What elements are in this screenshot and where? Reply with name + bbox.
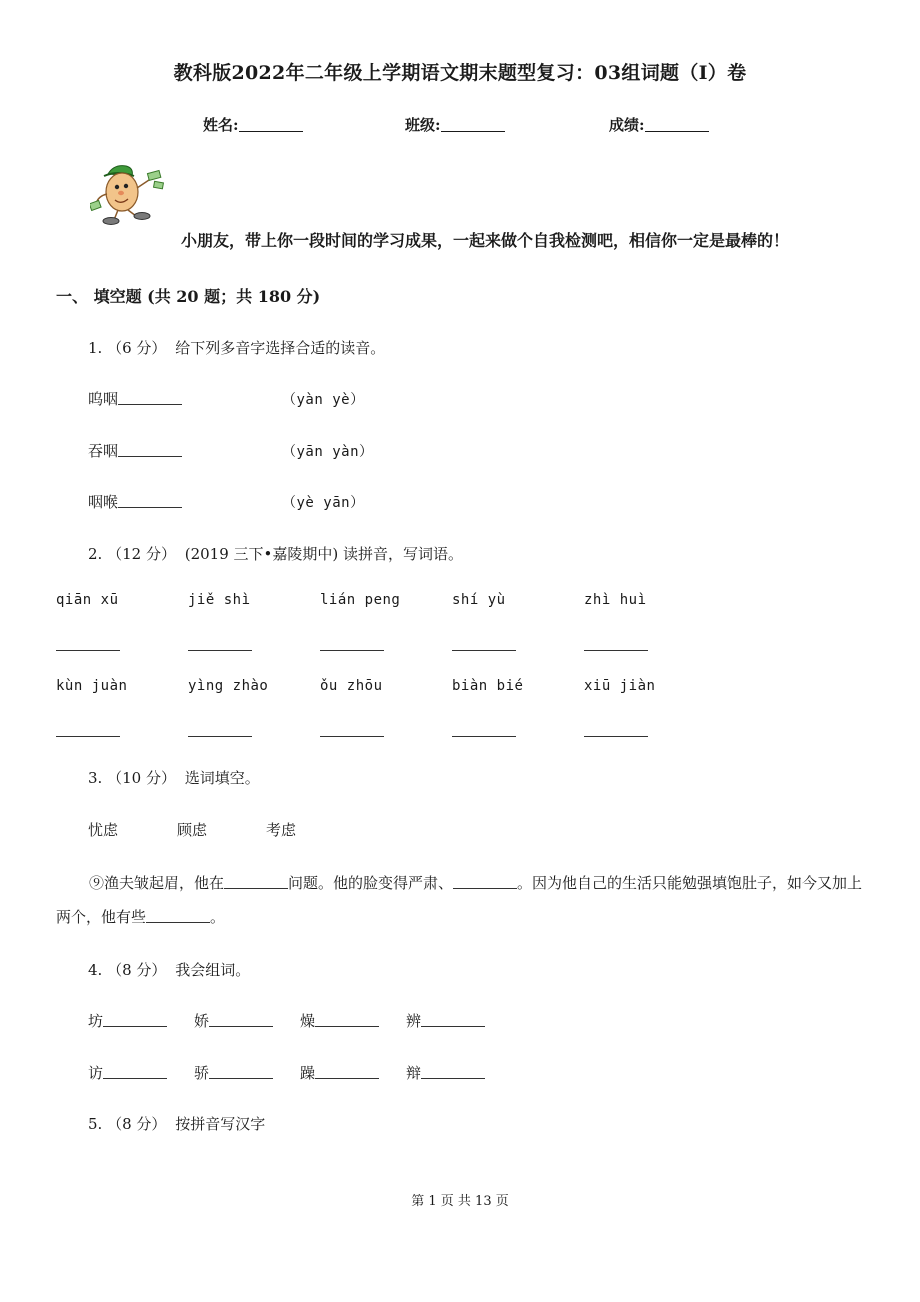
q3-text: ⑨渔夫皱起眉，他在	[89, 874, 225, 892]
q3-text: 。因为他自己的生活只能勉强填饱肚子，如今又加上两个，他有些	[56, 874, 863, 926]
q2-pinyin: yìng zhào	[188, 678, 269, 694]
q4-item	[300, 1010, 379, 1031]
q3-prompt: 选词填空。	[184, 769, 260, 787]
q4-answer-blank[interactable]	[209, 1066, 273, 1079]
encouragement-text: 小朋友，带上你一段时间的学习成果，一起来做个自我检测吧，相信你一定是最棒的！	[181, 231, 790, 250]
name-field	[203, 114, 303, 135]
q4-answer-blank[interactable]	[103, 1066, 167, 1079]
q4-number: 4.	[88, 961, 103, 979]
q4-char: 娇	[194, 1012, 210, 1030]
q4-answer-blank[interactable]	[315, 1014, 379, 1027]
q2-answer-blank[interactable]	[452, 650, 516, 651]
q3-text: 。	[210, 908, 226, 926]
class-field	[405, 114, 505, 135]
q2-pinyin: lián peng	[320, 592, 401, 608]
q3-score: （10 分）	[107, 769, 176, 787]
q1-answer-blank[interactable]	[118, 495, 182, 508]
q4-char: 辨	[406, 1012, 422, 1030]
q3-choice: 顾虑	[177, 821, 208, 839]
q4-char: 访	[88, 1064, 104, 1082]
q3-text: 问题。他的脸变得严肃、	[288, 874, 454, 892]
q3-answer-blank[interactable]	[146, 910, 210, 923]
q2-prompt: 读拼音，写词语。	[343, 545, 464, 563]
q2-number: 2.	[88, 545, 103, 563]
q2-score: （12 分）	[107, 545, 176, 563]
q4-answer-blank[interactable]	[209, 1014, 273, 1027]
q1-row-1	[88, 388, 182, 409]
score-blank[interactable]	[645, 117, 709, 132]
q2-answer-blank[interactable]	[188, 736, 252, 737]
question-3-header	[88, 767, 260, 788]
question-4-header	[88, 959, 250, 980]
q4-prompt: 我会组词。	[175, 961, 251, 979]
q1-answer-blank[interactable]	[118, 392, 182, 405]
class-label: 班级:	[405, 116, 441, 134]
q4-item	[406, 1010, 485, 1031]
q3-choice: 考虑	[266, 821, 297, 839]
q2-answer-blank[interactable]	[452, 736, 516, 737]
q2-pinyin: shí yù	[452, 592, 506, 608]
q2-pinyin: kùn juàn	[56, 678, 128, 694]
q2-answer-blank[interactable]	[584, 736, 648, 737]
q2-answer-blank[interactable]	[320, 736, 384, 737]
name-blank[interactable]	[239, 117, 303, 132]
section-title: 一、 填空题 (共 20 题；共 180 分)	[56, 287, 321, 306]
mascot-illustration	[90, 160, 166, 226]
q4-char: 躁	[300, 1064, 316, 1082]
q3-passage	[56, 866, 868, 934]
score-field	[609, 114, 709, 135]
question-1-header	[88, 337, 385, 358]
q1-answer-blank[interactable]	[118, 444, 182, 457]
q4-char: 骄	[194, 1064, 210, 1082]
q1-word: 吞咽	[88, 442, 119, 460]
q5-prompt: 按拼音写汉字	[175, 1115, 266, 1133]
q2-pinyin: jiě shì	[188, 592, 251, 608]
q1-prompt: 给下列多音字选择合适的读音。	[175, 339, 386, 357]
q2-pinyin: qiān xū	[56, 592, 119, 608]
q1-word: 呜咽	[88, 390, 119, 408]
name-label: 姓名:	[203, 116, 239, 134]
q2-pinyin: ǒu zhōu	[320, 678, 383, 694]
q3-number: 3.	[88, 769, 103, 787]
q2-pinyin: xiū jiàn	[584, 678, 656, 694]
q2-answer-blank[interactable]	[188, 650, 252, 651]
q4-item	[406, 1062, 485, 1083]
q1-score: （6 分）	[107, 339, 167, 357]
q4-answer-blank[interactable]	[421, 1014, 485, 1027]
q2-answer-blank[interactable]	[56, 736, 120, 737]
q1-row-3	[88, 491, 182, 512]
q4-answer-blank[interactable]	[315, 1066, 379, 1079]
q5-score: （8 分）	[107, 1115, 167, 1133]
q4-answer-blank[interactable]	[103, 1014, 167, 1027]
q4-answer-blank[interactable]	[421, 1066, 485, 1079]
q1-options: （yè yān）	[282, 495, 365, 511]
page-title: 教科版2022年二年级上学期语文期末题型复习：03组词题（I）卷	[173, 62, 747, 84]
q1-word: 咽喉	[88, 493, 119, 511]
q1-options: （yàn yè）	[282, 392, 365, 408]
q2-answer-blank[interactable]	[320, 650, 384, 651]
q1-row-2	[88, 440, 182, 461]
q2-source: (2019 三下•嘉陵期中)	[184, 545, 339, 563]
q1-options: （yān yàn）	[282, 444, 374, 460]
q4-char: 坊	[88, 1012, 104, 1030]
q2-answer-blank[interactable]	[56, 650, 120, 651]
page-footer: 第 1 页 共 13 页	[411, 1194, 509, 1209]
q2-answer-blank[interactable]	[584, 650, 648, 651]
question-2-header	[88, 543, 463, 564]
q3-choice: 忧虑	[88, 821, 119, 839]
q4-score: （8 分）	[107, 961, 167, 979]
score-label: 成绩:	[609, 116, 645, 134]
question-5-header	[88, 1113, 265, 1134]
q4-item	[300, 1062, 379, 1083]
q2-pinyin: zhì huì	[584, 592, 647, 608]
q1-number: 1.	[88, 339, 103, 357]
q2-pinyin: biàn bié	[452, 678, 524, 694]
q3-answer-blank[interactable]	[453, 876, 517, 889]
q4-char: 燥	[300, 1012, 316, 1030]
q4-item	[194, 1010, 273, 1031]
q4-item	[88, 1010, 167, 1031]
q4-item	[88, 1062, 167, 1083]
q4-item	[194, 1062, 273, 1083]
class-blank[interactable]	[441, 117, 505, 132]
q5-number: 5.	[88, 1115, 103, 1133]
q3-answer-blank[interactable]	[224, 876, 288, 889]
q4-char: 辩	[406, 1064, 422, 1082]
